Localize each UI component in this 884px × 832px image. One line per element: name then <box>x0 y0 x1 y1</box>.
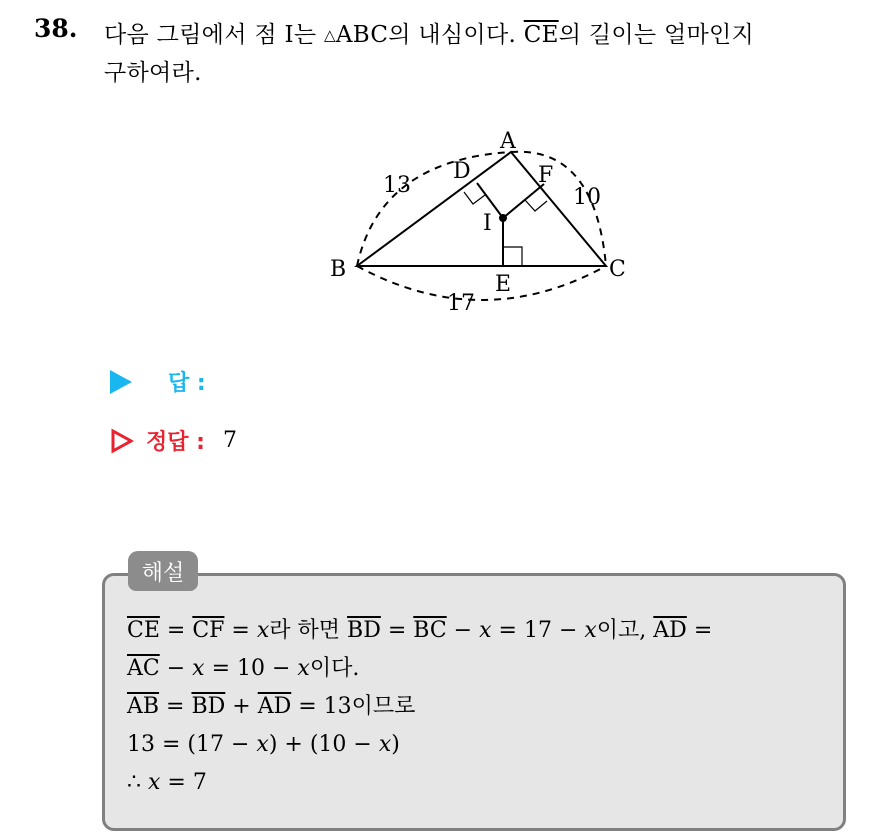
solution-box <box>102 573 846 831</box>
question-line-1: 다음 그림에서 점 I는 △ABC의 내심이다. $\overline{CE}$의 길이는 얼마인지 <box>104 22 755 48</box>
correct-answer-value: 7 <box>222 428 237 453</box>
right-angle-e <box>503 247 522 266</box>
length-ac: 10 <box>573 185 601 210</box>
solution-tab: 해설 <box>128 551 198 591</box>
solution-line-3: $\overline{AB} = \overline{BD} + \overline{AD} = 13$이므로 <box>127 694 416 719</box>
triangle-symbol: △ <box>323 26 336 44</box>
right-angle-f <box>525 200 547 211</box>
triangle-figure <box>325 122 645 322</box>
label-e: E <box>495 272 512 297</box>
arc-bc <box>357 266 606 300</box>
label-a: A <box>500 129 516 154</box>
correct-answer-label: 정답 : <box>146 430 205 455</box>
answer-label: 답 : <box>168 371 206 396</box>
play-outline-icon <box>110 428 134 454</box>
length-bc: 17 <box>447 291 475 316</box>
right-angle-d <box>464 192 485 204</box>
label-f: F <box>538 163 554 188</box>
answer-row <box>110 366 206 397</box>
solution-line-5: ∴ x = 7 <box>127 770 207 795</box>
label-i: I <box>483 211 492 236</box>
label-c: C <box>609 257 626 282</box>
triangle-diagram <box>325 122 645 322</box>
label-b: B <box>330 257 347 282</box>
triangle-abc <box>357 152 606 266</box>
correct-answer-row <box>110 425 237 456</box>
question-number: 38. <box>34 14 78 43</box>
incenter-dot <box>499 214 507 222</box>
solution-line-2: $\overline{AC} - x = 10 - x$이다. <box>127 656 360 681</box>
segment-ce: $\overline{CE}$ <box>523 22 559 48</box>
play-icon <box>110 370 132 394</box>
solution-line-4: 13 = (17 − x) + (10 − x) <box>127 732 400 757</box>
question-line-2: 구하여라. <box>104 60 202 86</box>
label-d: D <box>453 159 471 184</box>
solution-line-1: $\overline{CE} = \overline{CF} = x$라 하면 $\overline{BD} = \overline{BC} - x = 17 - x$이고, $\overline{AD}$ = <box>127 618 713 643</box>
solution-content <box>127 612 827 802</box>
question-text <box>104 16 874 92</box>
length-ab: 13 <box>383 173 411 198</box>
segment-if <box>503 184 544 218</box>
